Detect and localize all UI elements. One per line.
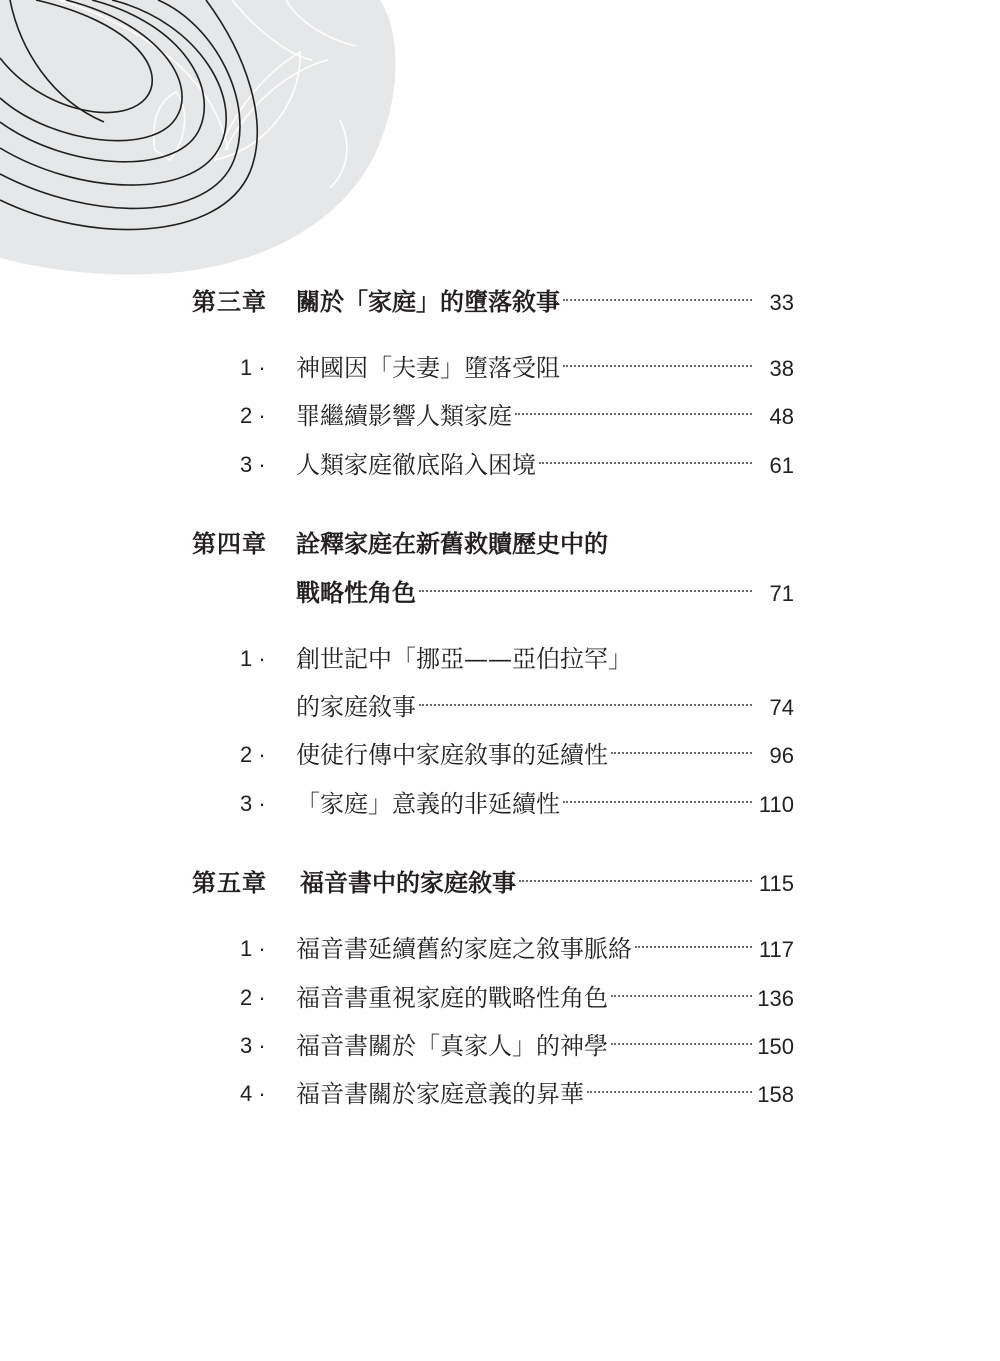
toc-entry[interactable] (192, 929, 794, 969)
entry-title: 神國因「夫妻」墮落受阻 (296, 354, 560, 382)
dot-leader (611, 995, 752, 997)
toc-entry-continued[interactable] (192, 687, 794, 727)
dot-leader (587, 1091, 752, 1093)
toc-entry[interactable] (192, 348, 794, 388)
toc-chapter-4-continued[interactable] (192, 573, 794, 613)
dot-leader (419, 704, 752, 706)
entry-number: 3 · (240, 791, 266, 816)
entry-number: 2 · (240, 985, 266, 1010)
entry-number: 3 · (240, 452, 266, 477)
page-number: 117 (758, 937, 794, 962)
entry-title: 福音書延續舊約家庭之敘事脈絡 (296, 935, 632, 963)
toc-entry[interactable] (192, 978, 794, 1018)
dot-leader (515, 413, 752, 415)
toc-entry[interactable] (192, 639, 794, 679)
entry-title: 罪繼續影響人類家庭 (296, 402, 512, 430)
toc-entry[interactable] (192, 784, 794, 824)
toc-entry[interactable] (192, 396, 794, 436)
chapter-title-line-1: 詮釋家庭在新舊救贖歷史中的 (296, 530, 608, 558)
chapter-title: 福音書中的家庭敘事 (300, 869, 516, 897)
toc-entry[interactable] (192, 735, 794, 775)
page-number: 61 (769, 453, 794, 478)
page-number: 96 (769, 743, 794, 768)
dot-leader (635, 946, 752, 948)
entry-number: 1 · (240, 936, 266, 961)
dot-leader (419, 590, 752, 592)
entry-title: 使徒行傳中家庭敘事的延續性 (296, 741, 608, 769)
dot-leader (563, 365, 752, 367)
entry-number: 1 · (240, 646, 266, 671)
chapter-label: 第三章 (192, 288, 267, 316)
dot-leader (563, 801, 752, 803)
entry-title-line-2: 的家庭敘事 (296, 693, 416, 721)
entry-number: 3 · (240, 1033, 266, 1058)
entry-title: 「家庭」意義的非延續性 (296, 790, 560, 818)
dot-leader (611, 752, 752, 754)
dot-leader (539, 462, 752, 464)
entry-title-line-1: 創世記中「挪亞——亞伯拉罕」 (296, 645, 632, 673)
page-number: 33 (769, 290, 794, 315)
toc-entry[interactable] (192, 1074, 794, 1114)
dot-leader (563, 299, 752, 301)
dot-leader (519, 880, 752, 882)
toc-chapter-5[interactable] (192, 863, 794, 903)
page-number: 71 (769, 581, 794, 606)
page-number: 150 (757, 1034, 794, 1059)
chapter-title: 關於「家庭」的墮落敘事 (296, 288, 560, 316)
toc-entry[interactable] (192, 445, 794, 485)
toc-entry[interactable] (192, 1026, 794, 1066)
entry-number: 2 · (240, 403, 266, 428)
page-number: 115 (758, 871, 794, 896)
entry-title: 福音書關於家庭意義的昇華 (296, 1080, 584, 1108)
entry-number: 4 · (240, 1081, 266, 1106)
page-number: 136 (757, 986, 794, 1011)
entry-number: 1 · (240, 355, 266, 380)
page-number: 74 (769, 695, 794, 720)
chapter-title-line-2: 戰略性角色 (296, 579, 416, 607)
entry-title: 福音書重視家庭的戰略性角色 (296, 984, 608, 1012)
entry-title: 人類家庭徹底陷入困境 (296, 451, 536, 479)
page-number: 110 (758, 792, 794, 817)
dot-leader (611, 1043, 752, 1045)
entry-title: 福音書關於「真家人」的神學 (296, 1032, 608, 1060)
page-number: 48 (769, 404, 794, 429)
corner-flower-illustration (0, 0, 460, 280)
entry-number: 2 · (240, 742, 266, 767)
page-number: 158 (757, 1082, 794, 1107)
chapter-label: 第四章 (192, 530, 267, 558)
toc-chapter-4[interactable] (192, 524, 794, 564)
toc-chapter-3[interactable] (192, 282, 794, 322)
chapter-label: 第五章 (192, 869, 267, 897)
page-number: 38 (769, 356, 794, 381)
